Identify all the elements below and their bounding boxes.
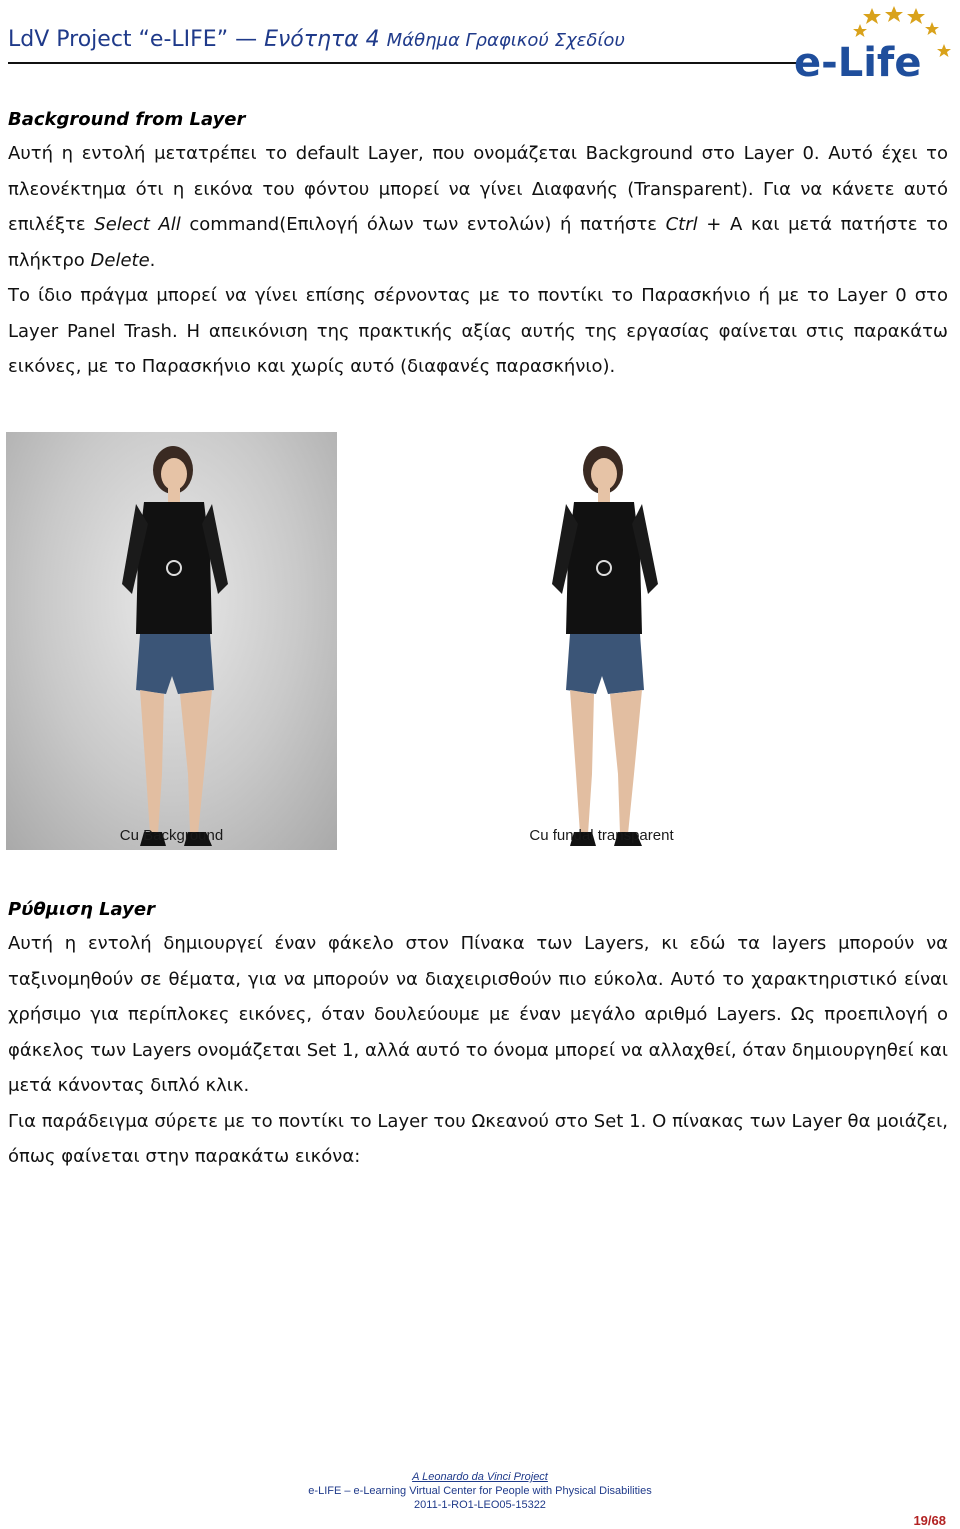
page-footer bbox=[0, 1470, 960, 1512]
section2-paragraph-2: Για παράδειγμα σύρετε με το ποντίκι το Layer του Ωκεανού στο Set 1. Ο πίνακας των Layer θα μοιάζει, όπως φαίνεται στην παρακάτω εικόνα: bbox=[8, 1110, 948, 1167]
term-select-all: Select All bbox=[94, 214, 181, 235]
page-number: 19/68 bbox=[913, 1513, 946, 1528]
caption-with-background: Cu Background bbox=[119, 827, 224, 844]
section1-paragraph-1 bbox=[8, 136, 948, 278]
term-delete: Delete bbox=[90, 249, 150, 271]
text-run: + A και μετά πατήστε το πλήκτρο bbox=[8, 214, 948, 271]
caption-transparent: Cu fundal transparent bbox=[529, 827, 674, 844]
text-run: command(Επιλογή όλων των εντολών) ή πατήστε bbox=[180, 214, 666, 235]
section-layer-set bbox=[8, 894, 948, 1175]
footer-center-name: e-LIFE – e-Learning Virtual Center for People with Physical Disabilities bbox=[308, 1485, 652, 1497]
text-run: . bbox=[149, 249, 156, 271]
section1-heading: Background from Layer bbox=[8, 109, 246, 130]
header-rule bbox=[8, 62, 798, 64]
footer-project-link[interactable]: A Leonardo da Vinci Project bbox=[412, 1471, 548, 1483]
text-run: Αυτή η εντολή μετατρέπει το default Layer, που ονομάζεται Background στο Layer 0. Αυτό έχει το πλεονέκτημα ότι η εικόνα του φόντου μπορεί να γίνει Διαφανής (Transparent). Για να κάνετε αυτό επιλέξτε bbox=[8, 143, 948, 235]
header-project: LdV Project “e-LIFE” — bbox=[8, 27, 258, 52]
footer-project-code: 2011-1-RO1-LEO05-15322 bbox=[414, 1499, 546, 1511]
section-background-from-layer bbox=[8, 104, 948, 385]
section1-paragraph-2: Το ίδιο πράγμα μπορεί να γίνει επίσης σέρνοντας με το ποντίκι το Παρασκήνιο ή με το Layer 0 στο Layer Panel Trash. Η απεικόνιση της πρακτικής αξίας αυτής της εργασίας φαίνεται στις παρακάτω εικόνες, με το Παρασκήνιο και χωρίς αυτό (διαφανές παρασκήνιο). bbox=[8, 285, 948, 377]
header-title bbox=[8, 22, 788, 59]
header-course: Μάθημα Γραφικού Σχεδίου bbox=[386, 30, 625, 51]
page-header bbox=[8, 22, 788, 70]
logo-wordmark: e-Life bbox=[794, 40, 922, 86]
header-unit: Ενότητα 4 bbox=[264, 27, 380, 52]
section2-paragraph-1: Αυτή η εντολή δημιουργεί έναν φάκελο στον Πίνακα των Layers, κι εδώ τα layers μπορούν να ταξινομηθούν σε θέματα, για να μπορούν να διαχειρισθούν πιο εύκολα. Αυτό το χαρακτηριστικό είναι χρήσιμο για περίπλοκες εικόνες, όταν δουλεύουμε με έναν μεγάλο αριθμό Layers. Ως προεπιλογή ο φάκελος των Layers ονομάζεται Set 1, αλλά αυτό το όνομα μπορεί να αλλαχθεί, όταν δημιουργηθεί και μετά κάνοντας διπλό κλικ. bbox=[8, 933, 948, 1096]
model-figure-illustration bbox=[6, 432, 337, 850]
comparison-figures bbox=[6, 432, 956, 852]
photo-with-background bbox=[6, 432, 337, 850]
model-figure-illustration bbox=[436, 432, 767, 850]
elife-logo bbox=[790, 2, 960, 88]
term-ctrl: Ctrl bbox=[665, 214, 698, 235]
section2-heading: Ρύθμιση Layer bbox=[8, 899, 155, 920]
photo-transparent-background bbox=[436, 432, 767, 850]
